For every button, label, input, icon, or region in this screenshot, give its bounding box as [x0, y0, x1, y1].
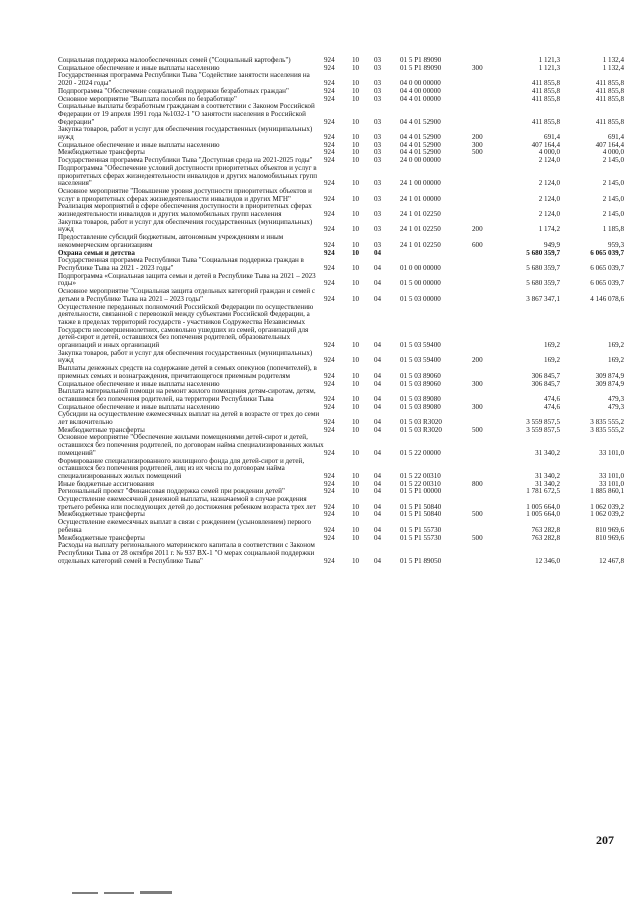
scan-mark: [104, 892, 134, 894]
row-value-2023: 12 467,8: [599, 556, 624, 565]
row-pr: 04: [374, 471, 382, 480]
row-gr: 924: [324, 533, 335, 542]
row-vr: 500: [472, 510, 483, 519]
row-name: Межбюджетные трансферты: [58, 425, 145, 434]
row-vr: 200: [472, 225, 483, 234]
row-name: Охрана семьи и детства: [58, 248, 135, 257]
row-name: Основное мероприятие "Повышение уровня доступности приоритетных объектов и услуг в приоритетных сферах жизнедеятельности инвалидов и других МГН": [58, 186, 312, 203]
row-rz: 10: [352, 510, 360, 519]
row-gr: 924: [324, 240, 335, 249]
row-cs: 04 4 01 52900: [400, 148, 441, 157]
row-name: Предоставление субсидий бюджетным, автономным учреждениям и иным некоммерческим организациям: [58, 233, 284, 249]
row-pr: 04: [374, 263, 382, 272]
row-cs: 04 4 01 52900: [400, 117, 441, 126]
row-cs: 01 5 22 00000: [400, 448, 441, 457]
row-pr: 04: [374, 279, 382, 288]
row-gr: 924: [324, 402, 335, 411]
row-cs: 24 0 00 00000: [400, 156, 441, 165]
row-gr: 924: [324, 487, 335, 496]
row-vr: 500: [472, 533, 483, 542]
row-cs: 01 5 P1 89090: [400, 56, 442, 64]
row-vr: 300: [472, 402, 483, 411]
row-pr: 03: [374, 240, 382, 249]
row-pr: 04: [374, 402, 382, 411]
row-pr: 03: [374, 79, 382, 88]
row-value-2022: 1 174,2: [538, 225, 560, 234]
row-value-2023: 6 065 039,7: [590, 279, 624, 288]
row-vr: 500: [472, 148, 483, 157]
row-rz: 10: [352, 148, 360, 157]
row-cs: 01 5 03 00000: [400, 294, 441, 303]
row-value-2023: 1 062 039,2: [590, 502, 624, 511]
row-pr: 04: [374, 510, 382, 519]
row-cs: 24 1 00 00000: [400, 179, 441, 188]
row-vr: 800: [472, 479, 483, 488]
row-name: Субсидии на осуществление ежемесячных выплат на детей в возрасте от трех до семи лет включительно: [58, 410, 320, 427]
row-rz: 10: [352, 479, 360, 488]
row-name: Подпрограмма "Обеспечение условий доступности приоритетных объектов и услуг в приоритетных сферах жизнедеятельности инвалидов и других маломобильных групп населения": [58, 163, 318, 188]
row-value-2022: 31 340,2: [535, 479, 560, 488]
row-pr: 04: [374, 356, 382, 365]
row-rz: 10: [352, 225, 360, 234]
row-rz: 10: [352, 140, 360, 149]
row-value-2022: 306 845,7: [531, 379, 560, 388]
row-rz: 10: [352, 425, 360, 434]
row-gr: 924: [324, 56, 335, 64]
row-gr: 924: [324, 210, 335, 219]
row-pr: 04: [374, 425, 382, 434]
row-name: Основное мероприятие "Социальная защита отдельных категорий граждан и семей с детьми в Республике Тыва на 2021 – 2023 годы": [58, 287, 316, 303]
row-gr: 924: [324, 341, 335, 350]
row-rz: 10: [352, 179, 360, 188]
row-cs: 01 5 03 R3020: [400, 425, 442, 434]
row-pr: 03: [374, 140, 382, 149]
row-pr: 03: [374, 156, 382, 165]
scan-mark: [72, 892, 98, 894]
row-gr: 924: [324, 225, 335, 234]
row-rz: 10: [352, 86, 360, 95]
row-rz: 10: [352, 394, 360, 403]
row-value-2022: 31 340,2: [535, 471, 560, 480]
row-gr: 924: [324, 94, 335, 103]
row-gr: 924: [324, 371, 335, 380]
row-value-2022: 411 855,8: [531, 86, 560, 95]
row-value-2023: 1 132,4: [602, 56, 624, 64]
row-value-2022: 407 164,4: [531, 140, 560, 149]
row-value-2023: 33 101,0: [599, 479, 624, 488]
table-row: [58, 496, 624, 511]
row-gr: 924: [324, 356, 335, 365]
row-value-2022: 1 781 672,5: [526, 487, 560, 496]
row-pr: 03: [374, 194, 382, 203]
table-row: [58, 234, 624, 249]
table-row: [58, 72, 624, 87]
row-name: Социальная поддержка малообеспеченных семей ("Социальный картофель"): [58, 56, 291, 64]
row-cs: 01 5 22 00310: [400, 471, 441, 480]
row-cs: 01 5 P1 89090: [400, 63, 442, 72]
row-rz: 10: [352, 502, 360, 511]
row-vr: 500: [472, 425, 483, 434]
row-value-2022: 691,4: [544, 133, 560, 142]
row-gr: 924: [324, 140, 335, 149]
row-name: Социальное обеспечение и иные выплаты населению: [58, 63, 220, 72]
row-name: Закупка товаров, работ и услуг для обеспечения государственных (муниципальных) нужд: [58, 217, 313, 234]
table-row: [58, 411, 624, 426]
row-rz: 10: [352, 133, 360, 142]
row-name: Социальное обеспечение и иные выплаты населению: [58, 379, 220, 388]
row-rz: 10: [352, 341, 360, 350]
table-row: [58, 458, 624, 481]
row-value-2023: 411 855,8: [595, 86, 624, 95]
row-cs: 01 5 03 59400: [400, 356, 441, 365]
row-rz: 10: [352, 156, 360, 165]
row-name: Формирование специализированного жилищного фонда для детей-сирот и детей, оставшихся без попечения родителей, лиц из их числа по договорам найма специализированных жилых помещений: [58, 456, 305, 480]
row-value-2023: 411 855,8: [595, 117, 624, 126]
page-number: 207: [596, 833, 614, 847]
row-gr: 924: [324, 418, 335, 427]
budget-table: [58, 57, 624, 565]
row-value-2023: 479,3: [608, 394, 624, 403]
table-row: [58, 304, 624, 350]
row-value-2023: 33 101,0: [599, 448, 624, 457]
row-value-2023: 4 146 078,6: [590, 294, 624, 303]
table-row: [58, 350, 624, 365]
row-value-2022: 2 124,0: [538, 179, 560, 188]
row-gr: 924: [324, 479, 335, 488]
row-pr: 03: [374, 117, 382, 126]
row-pr: 03: [374, 56, 382, 64]
row-rz: 10: [352, 533, 360, 542]
row-rz: 10: [352, 379, 360, 388]
row-rz: 10: [352, 263, 360, 272]
row-rz: 10: [352, 294, 360, 303]
row-cs: 01 5 03 89060: [400, 379, 441, 388]
row-value-2023: 33 101,0: [599, 471, 624, 480]
row-pr: 04: [374, 371, 382, 380]
row-cs: 04 4 01 00000: [400, 94, 441, 103]
row-value-2022: 3 867 347,1: [526, 294, 560, 303]
row-name: Региональный проект "Финансовая поддержка семей при рождении детей": [58, 487, 285, 496]
row-name: Государственная программа Республики Тыва "Социальная поддержка граждан в Республике Тыва на 2021 - 2023 годы": [58, 256, 304, 272]
row-pr: 04: [374, 341, 382, 350]
row-value-2022: 474,6: [544, 402, 560, 411]
row-cs: 01 5 00 00000: [400, 279, 441, 288]
table-row: [58, 126, 624, 141]
table-row: [58, 219, 624, 234]
row-cs: 01 5 P1 89050: [400, 556, 442, 565]
row-name: Расходы на выплату регионального материнского капитала в соответствии с Законом Республики Тыва от 28 октября 2011 г. № 937 ВХ-1 "О мерах социальной поддержки отдельных категорий семей в Республике Тыва": [58, 541, 315, 565]
row-value-2022: 2 124,0: [538, 194, 560, 203]
row-rz: 10: [352, 471, 360, 480]
row-name: Государственная программа Республики Тыва "Содействие занятости населения на 2020 - 2024 годы": [58, 71, 310, 88]
row-name: Осуществление ежемесячных выплат в связи с рождением (усыновлением) первого ребенка: [58, 518, 312, 534]
row-pr: 04: [374, 294, 382, 303]
row-rz: 10: [352, 79, 360, 88]
row-name: Закупка товаров, работ и услуг для обеспечения государственных (муниципальных) нужд: [58, 125, 313, 142]
row-rz: 10: [352, 279, 360, 288]
row-name: Реализация мероприятий в сфере обеспечения доступности в приоритетных сферах жизнедеятельности инвалидов и других маломобильных групп населения: [58, 202, 312, 219]
row-gr: 924: [324, 425, 335, 434]
row-value-2022: 4 000,0: [538, 148, 560, 157]
row-value-2022: 12 346,0: [535, 556, 560, 565]
row-cs: 01 5 03 R3020: [400, 418, 442, 427]
row-cs: 01 5 P1 50840: [400, 510, 442, 519]
table-row: [58, 165, 624, 188]
row-name: Выплаты денежных средств на содержание детей в семьях опекунов (попечителей), в приемных семьях и вознаграждения, причитающегося приемным родителям: [58, 364, 317, 380]
row-gr: 924: [324, 86, 335, 95]
row-value-2022: 1 005 664,0: [526, 502, 560, 511]
row-name: Межбюджетные трансферты: [58, 533, 145, 542]
row-value-2023: 6 065 039,7: [590, 263, 624, 272]
row-value-2023: 411 855,8: [595, 94, 624, 103]
row-value-2022: 5 680 359,7: [526, 248, 560, 257]
row-name: Основное мероприятие "Обеспечение жилыми помещениями детей-сирот и детей, оставшихся без попечения родителей, по договорам найма специализированных жилых помещений": [58, 433, 324, 457]
row-vr: 300: [472, 140, 483, 149]
table-row: [58, 388, 624, 403]
row-value-2022: 2 124,0: [538, 156, 560, 165]
row-rz: 10: [352, 487, 360, 496]
row-value-2023: 309 874,9: [595, 371, 624, 380]
row-rz: 10: [352, 210, 360, 219]
row-value-2023: 810 969,6: [595, 533, 624, 542]
row-cs: 04 0 00 00000: [400, 79, 441, 88]
row-value-2022: 1 005 664,0: [526, 510, 560, 519]
row-value-2023: 3 835 555,2: [590, 418, 624, 427]
row-gr: 924: [324, 117, 335, 126]
row-value-2023: 3 835 555,2: [590, 425, 624, 434]
row-pr: 03: [374, 94, 382, 103]
row-value-2022: 411 855,8: [531, 94, 560, 103]
row-cs: 01 5 03 89080: [400, 402, 441, 411]
table-row: [58, 203, 624, 218]
table-row: [58, 257, 624, 272]
row-rz: 10: [352, 248, 360, 257]
row-value-2022: 474,6: [544, 394, 560, 403]
row-cs: 24 1 01 02250: [400, 225, 441, 234]
row-pr: 04: [374, 525, 382, 534]
row-pr: 04: [374, 479, 382, 488]
table-row: [58, 273, 624, 288]
row-vr: 300: [472, 63, 483, 72]
row-name: Межбюджетные трансферты: [58, 148, 145, 157]
row-rz: 10: [352, 94, 360, 103]
table-row: [58, 365, 624, 380]
row-value-2023: 4 000,0: [602, 148, 624, 157]
row-gr: 924: [324, 194, 335, 203]
table-row: [58, 103, 624, 126]
row-name: Основное мероприятие "Выплата пособия по безработице": [58, 94, 237, 103]
row-value-2023: 479,3: [608, 402, 624, 411]
row-cs: 01 5 22 00310: [400, 479, 441, 488]
row-value-2022: 5 680 359,7: [526, 279, 560, 288]
row-value-2022: 3 559 857,5: [526, 425, 560, 434]
row-gr: 924: [324, 148, 335, 157]
row-value-2023: 2 145,0: [602, 156, 624, 165]
row-pr: 04: [374, 418, 382, 427]
row-gr: 924: [324, 63, 335, 72]
row-pr: 03: [374, 148, 382, 157]
table-row: [58, 519, 624, 534]
row-gr: 924: [324, 525, 335, 534]
row-rz: 10: [352, 418, 360, 427]
row-cs: 24 1 01 00000: [400, 194, 441, 203]
row-rz: 10: [352, 556, 360, 565]
row-cs: 01 5 P1 55730: [400, 533, 442, 542]
row-rz: 10: [352, 356, 360, 365]
row-name: Закупка товаров, работ и услуг для обеспечения государственных (муниципальных) нужд: [58, 348, 313, 365]
row-rz: 10: [352, 525, 360, 534]
row-value-2022: 169,2: [544, 356, 560, 365]
row-cs: 01 0 00 00000: [400, 263, 441, 272]
row-value-2023: 407 164,4: [595, 140, 624, 149]
row-value-2023: 169,2: [608, 356, 624, 365]
row-vr: 600: [472, 240, 483, 249]
row-gr: 924: [324, 133, 335, 142]
row-value-2023: 6 065 039,7: [590, 248, 624, 257]
row-pr: 04: [374, 487, 382, 496]
row-pr: 03: [374, 210, 382, 219]
row-gr: 924: [324, 179, 335, 188]
row-cs: 01 5 P1 50840: [400, 502, 442, 511]
row-cs: 01 5 03 59400: [400, 341, 441, 350]
row-pr: 04: [374, 394, 382, 403]
row-value-2023: 169,2: [608, 341, 624, 350]
row-rz: 10: [352, 402, 360, 411]
row-value-2022: 306 845,7: [531, 371, 560, 380]
row-pr: 04: [374, 379, 382, 388]
table-row: [58, 434, 624, 457]
row-value-2022: 411 855,8: [531, 117, 560, 126]
row-name: Социальное обеспечение и иные выплаты населению: [58, 402, 220, 411]
row-pr: 04: [374, 502, 382, 511]
row-rz: 10: [352, 240, 360, 249]
row-value-2023: 2 145,0: [602, 179, 624, 188]
row-value-2022: 2 124,0: [538, 210, 560, 219]
row-gr: 924: [324, 156, 335, 165]
row-name: Осуществление ежемесячной денежной выплаты, назначаемой в случае рождения третьего ребенка или последующих детей до достижения ребенком возраста трех лет: [58, 495, 316, 511]
row-value-2023: 411 855,8: [595, 79, 624, 88]
row-value-2023: 691,4: [608, 133, 624, 142]
row-cs: 01 5 03 89060: [400, 371, 441, 380]
row-value-2023: 1 885 860,1: [590, 487, 624, 496]
row-pr: 03: [374, 179, 382, 188]
row-rz: 10: [352, 448, 360, 457]
row-vr: 300: [472, 379, 483, 388]
row-value-2022: 1 121,3: [538, 63, 560, 72]
row-value-2022: 169,2: [544, 341, 560, 350]
row-cs: 24 1 01 02250: [400, 240, 441, 249]
row-name: Государственная программа Республики Тыва "Доступная среда на 2021-2025 годы": [58, 156, 313, 165]
row-pr: 03: [374, 133, 382, 142]
row-pr: 04: [374, 556, 382, 565]
row-name: Иные бюджетные ассигнования: [58, 479, 155, 488]
row-name: Социальное обеспечение и иные выплаты населению: [58, 140, 220, 149]
row-value-2022: 763 282,8: [531, 533, 560, 542]
row-vr: 200: [472, 356, 483, 365]
row-gr: 924: [324, 394, 335, 403]
row-rz: 10: [352, 117, 360, 126]
table-row: [58, 188, 624, 203]
row-pr: 03: [374, 225, 382, 234]
row-gr: 924: [324, 79, 335, 88]
row-value-2023: 309 874,9: [595, 379, 624, 388]
scan-mark: [140, 891, 172, 894]
row-cs: 04 4 01 52900: [400, 133, 441, 142]
row-gr: 924: [324, 248, 335, 257]
row-pr: 03: [374, 63, 382, 72]
row-value-2023: 810 969,6: [595, 525, 624, 534]
row-value-2023: 1 062 039,2: [590, 510, 624, 519]
row-value-2022: 1 121,3: [538, 56, 560, 64]
row-cs: 01 5 03 89080: [400, 394, 441, 403]
row-value-2023: 2 145,0: [602, 210, 624, 219]
row-gr: 924: [324, 279, 335, 288]
row-rz: 10: [352, 194, 360, 203]
row-gr: 924: [324, 263, 335, 272]
row-name: Осуществление переданных полномочий Российской Федерации по осуществлению деятельности, связанной с перевозкой между субъектами Российской Федерации, а также в пределах территорий государств - участников Содружества Независимых Государств несовершеннолетних, самовольно ушедших из семей, организаций для детей-сирот и детей, оставшихся без попечения родителей, образовательных организаций и иных организаций: [58, 302, 314, 350]
row-value-2022: 949,9: [544, 240, 560, 249]
row-cs: 01 5 P1 00000: [400, 487, 442, 496]
row-cs: 01 5 P1 55730: [400, 525, 442, 534]
row-pr: 03: [374, 86, 382, 95]
row-gr: 924: [324, 379, 335, 388]
row-value-2022: 5 680 359,7: [526, 263, 560, 272]
row-value-2023: 959,3: [608, 240, 624, 249]
row-pr: 04: [374, 248, 382, 257]
row-value-2023: 1 185,8: [602, 225, 624, 234]
row-gr: 924: [324, 556, 335, 565]
row-name: Подпрограмма "Обеспечение социальной поддержки безработных граждан": [58, 86, 289, 95]
row-name: Социальные выплаты безработным гражданам в соответствии с Законом Российской Федерации от 19 апреля 1991 года №1032-1 "О занятости населения в Российской Федерации": [58, 102, 315, 126]
row-value-2022: 31 340,2: [535, 448, 560, 457]
row-rz: 10: [352, 56, 360, 64]
row-rz: 10: [352, 371, 360, 380]
row-name: Выплата материальной помощи на ремонт жилого помещения детям-сиротам, детям, оставшимся без попечения родителей, на территории Республики Тыва: [58, 387, 316, 403]
row-pr: 04: [374, 448, 382, 457]
row-value-2022: 763 282,8: [531, 525, 560, 534]
row-gr: 924: [324, 502, 335, 511]
row-gr: 924: [324, 294, 335, 303]
table-row: [58, 542, 624, 565]
row-rz: 10: [352, 63, 360, 72]
row-gr: 924: [324, 448, 335, 457]
row-gr: 924: [324, 471, 335, 480]
row-value-2023: 1 132,4: [602, 63, 624, 72]
row-pr: 04: [374, 533, 382, 542]
table-row: [58, 288, 624, 303]
row-value-2022: 3 559 857,5: [526, 418, 560, 427]
row-value-2022: 411 855,8: [531, 79, 560, 88]
row-cs: 24 1 01 02250: [400, 210, 441, 219]
row-name: Межбюджетные трансферты: [58, 510, 145, 519]
row-gr: 924: [324, 510, 335, 519]
row-cs: 04 4 00 00000: [400, 86, 441, 95]
row-name: Подпрограмма «Социальная защита семьи и детей в Республике Тыва на 2021 – 2023 годы»: [58, 271, 316, 288]
row-vr: 200: [472, 133, 483, 142]
row-value-2023: 2 145,0: [602, 194, 624, 203]
row-cs: 04 4 01 52900: [400, 140, 441, 149]
